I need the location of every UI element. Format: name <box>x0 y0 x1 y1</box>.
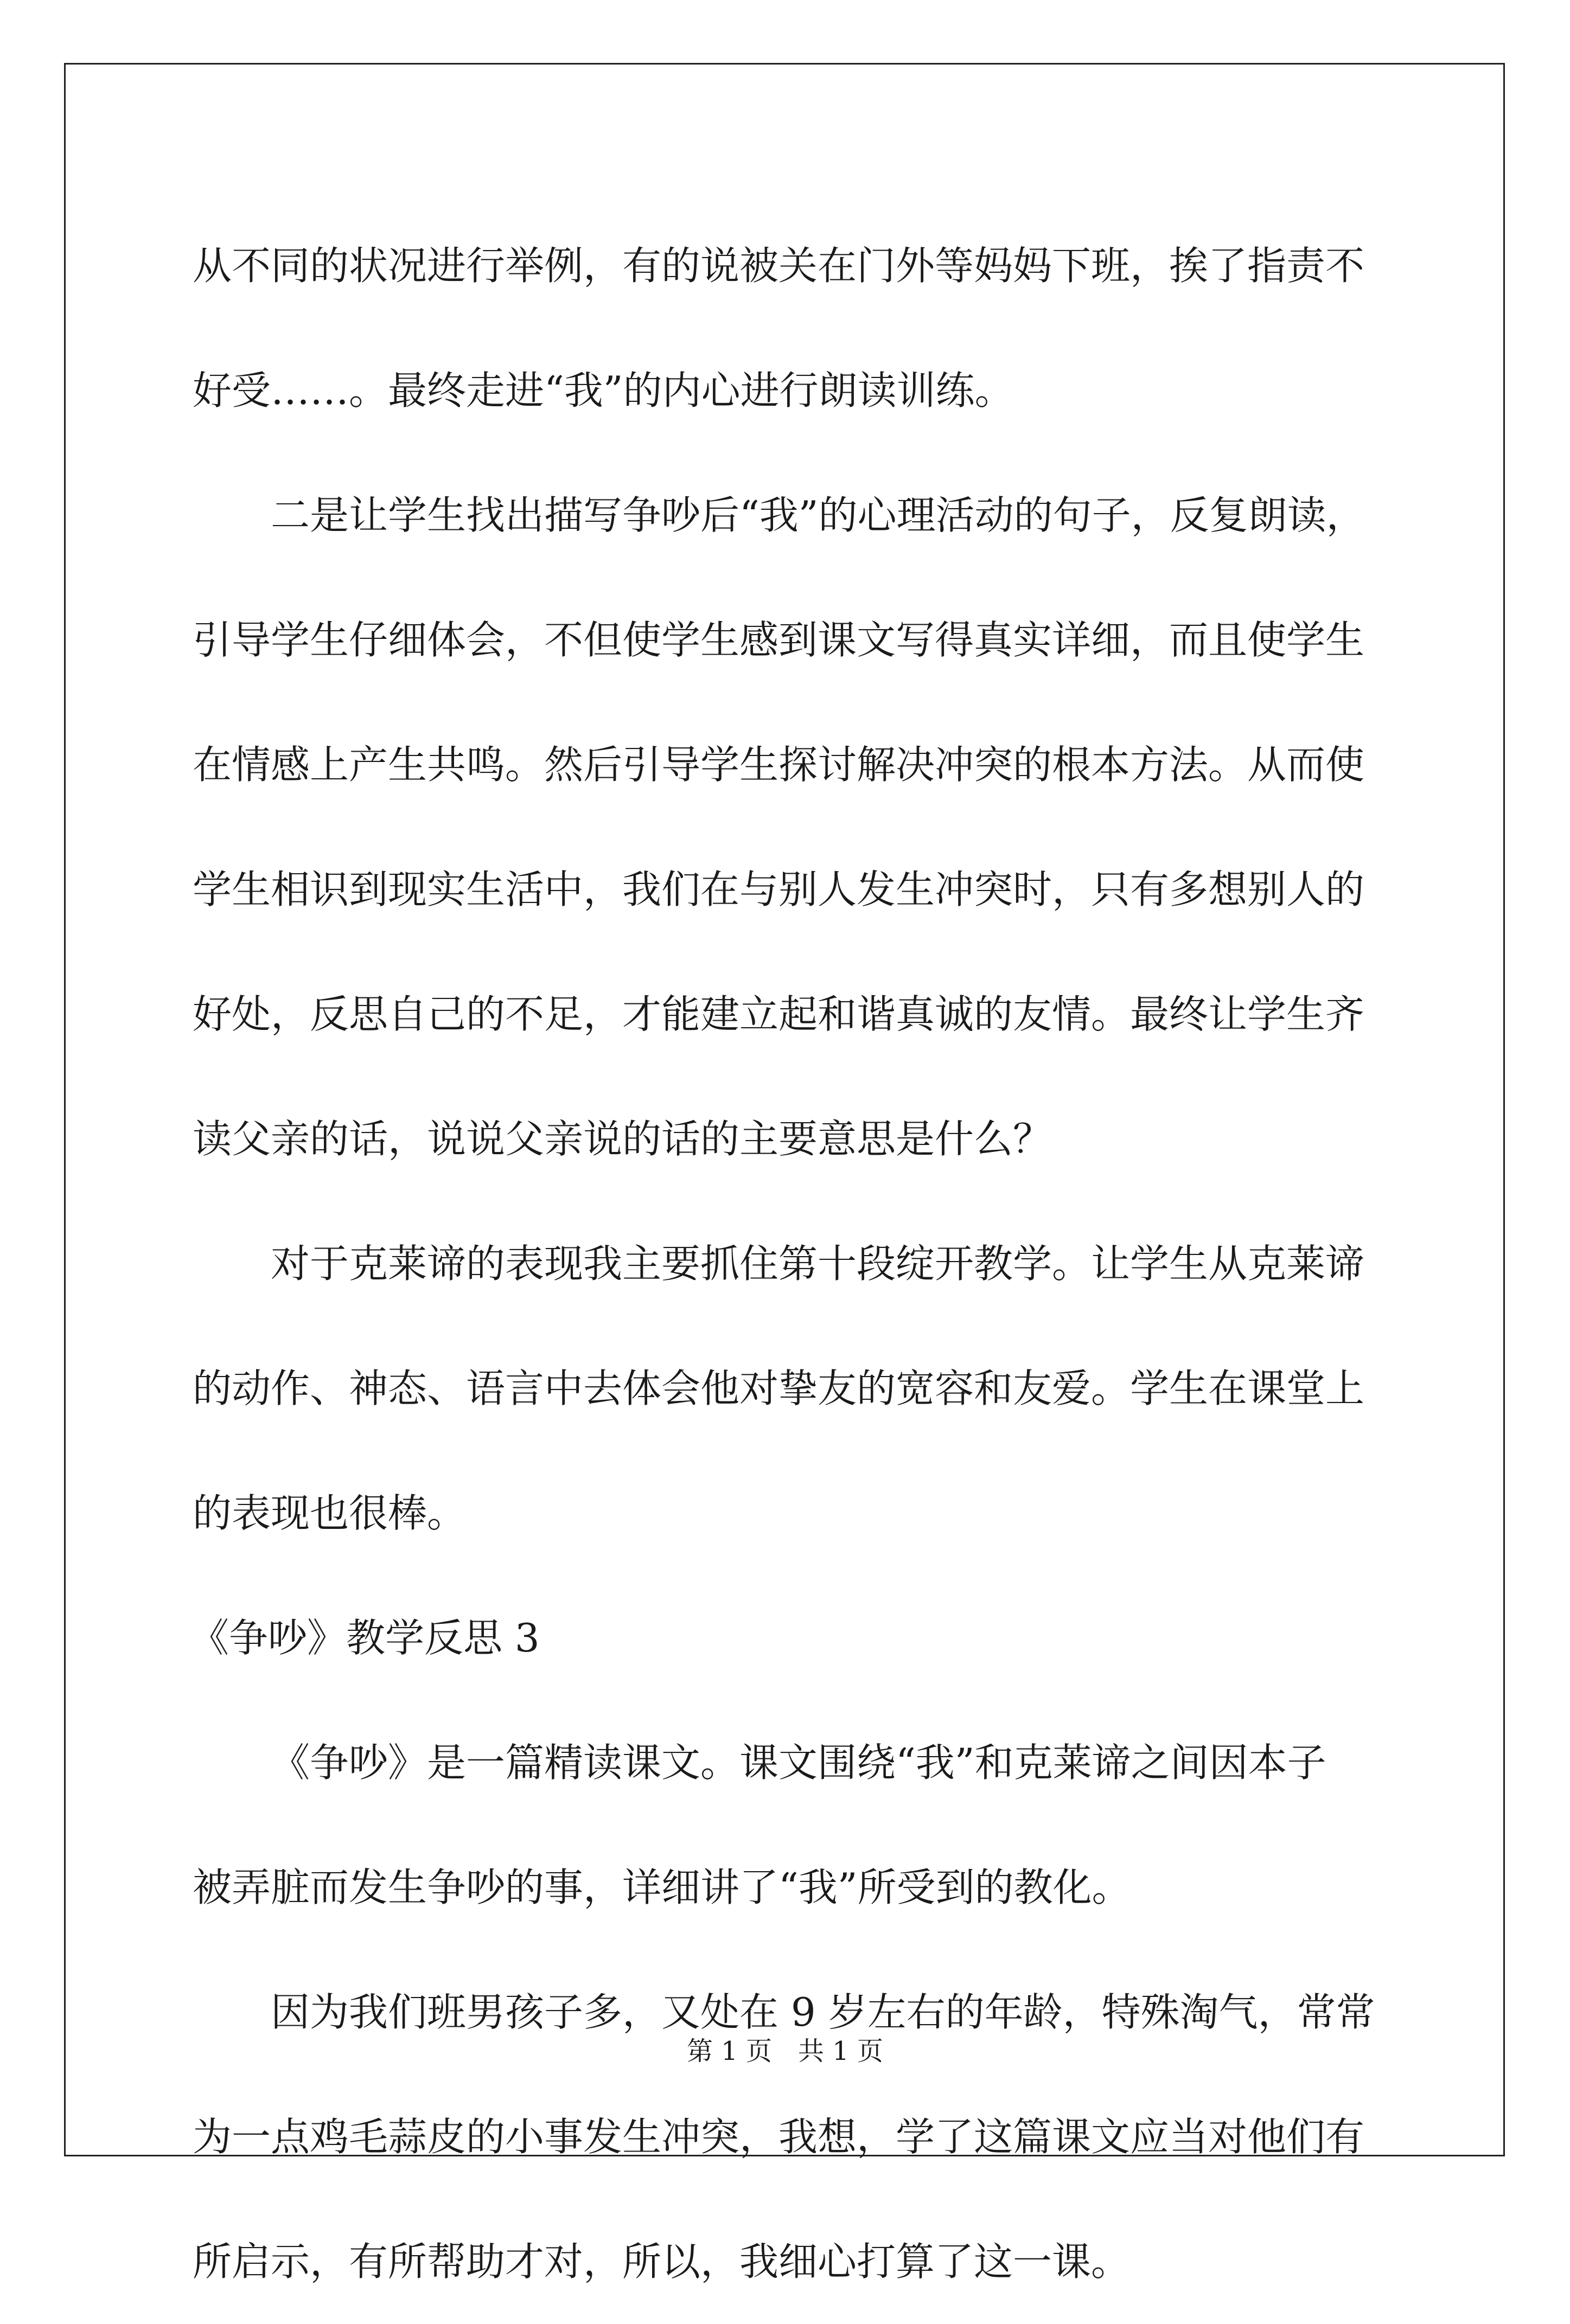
text-line: 学生相识到现实生活中，我们在与别人发生冲突时，只有多想别人的 <box>193 867 1365 912</box>
text-line: 好受……。最终走进“我”的内心进行朗读训练。 <box>193 368 1014 413</box>
text-line: 在情感上产生共鸣。然后引导学生探讨解决冲突的根本方法。从而使 <box>193 742 1365 788</box>
text-line: 被弄脏而发生争吵的事，详细讲了“我”所受到的教化。 <box>193 1865 1131 1910</box>
text-line: 好处，反思自己的不足，才能建立起和谐真诚的友情。最终让学生齐 <box>193 991 1365 1037</box>
text-line: 引导学生仔细体会，不但使学生感到课文写得真实详细，而且使学生 <box>193 617 1365 663</box>
page-number-footer: 第 1 页 共 1 页 <box>686 2036 884 2066</box>
text-line: 所启示，有所帮助才对，所以，我细心打算了这一课。 <box>193 2239 1131 2284</box>
section-heading: 《争吵》教学反思 3 <box>190 1615 540 1661</box>
text-line: 二是让学生找出描写争吵后“我”的心理活动的句子，反复朗读， <box>271 492 1365 538</box>
text-line: 对于克莱谛的表现我主要抓住第十段绽开教学。让学生从克莱谛 <box>271 1241 1365 1286</box>
text-line: 《争吵》是一篇精读课文。课文围绕“我”和克莱谛之间因本子 <box>271 1740 1326 1785</box>
text-line: 的表现也很棒。 <box>193 1490 467 1536</box>
text-line: 的动作、神态、语言中去体会他对挚友的宽容和友爱。学生在课堂上 <box>193 1366 1365 1411</box>
text-line: 为一点鸡毛蒜皮的小事发生冲突，我想，学了这篇课文应当对他们有 <box>193 2114 1365 2160</box>
text-line: 因为我们班男孩子多，又处在 9 岁左右的年龄，特殊淘气，常常 <box>271 1989 1375 2035</box>
text-line: 从不同的状况进行举例，有的说被关在门外等妈妈下班，挨了指责不 <box>193 243 1365 289</box>
text-line: 读父亲的话，说说父亲说的话的主要意思是什么？ <box>193 1116 1052 1162</box>
document-body <box>190 203 1381 2324</box>
